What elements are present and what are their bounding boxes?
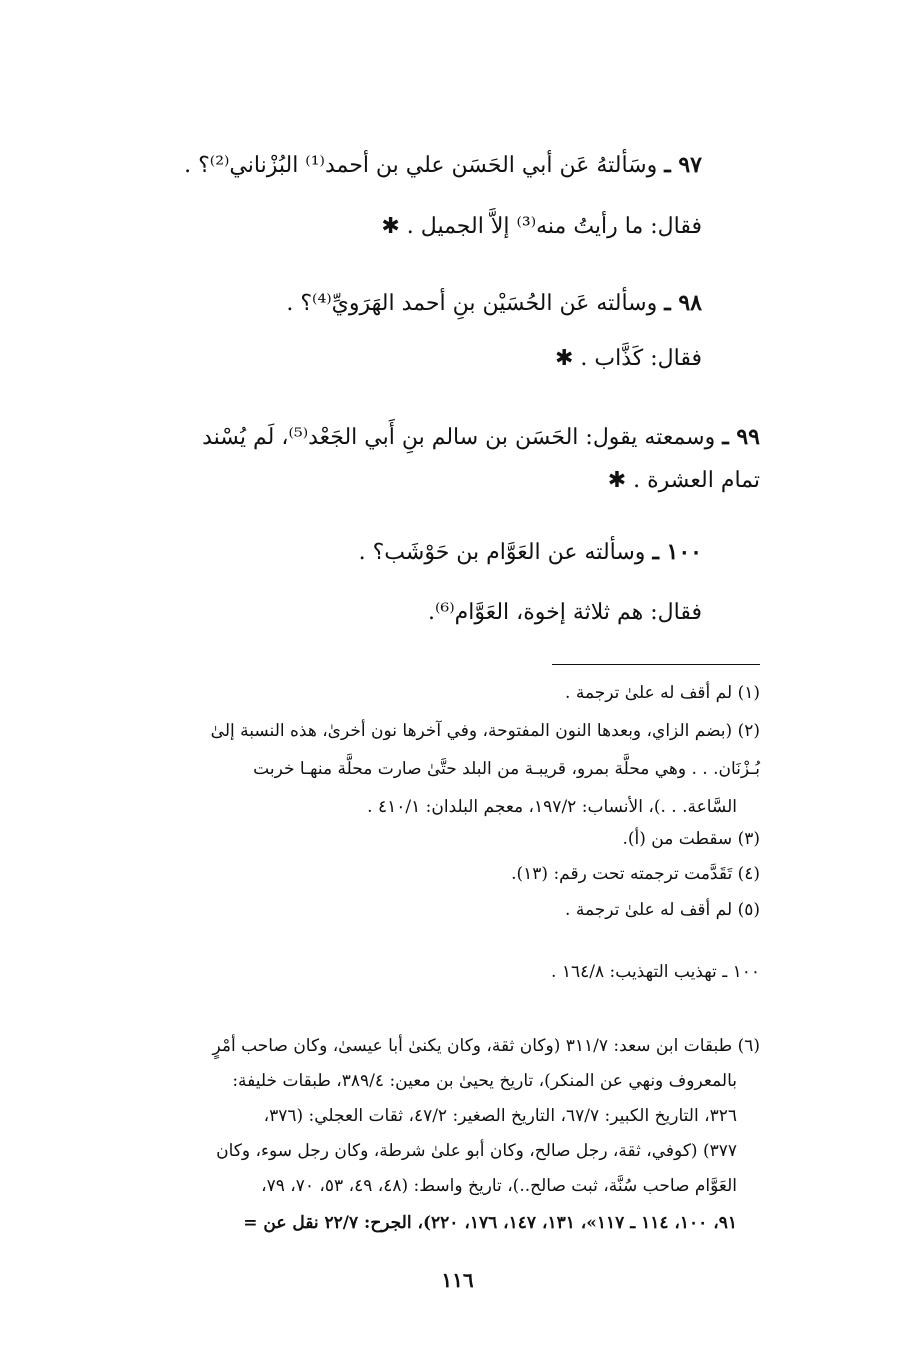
footnote-6-line-1: (٦) طبقات ابن سعد: ٣١١/٧ (وكان ثقة، وكان يكنىٰ أبا عيسىٰ، وكان صاحب أمْرٍ [212, 1036, 760, 1056]
entry-text: تمام العشرة . ✱ [607, 468, 760, 493]
entry-text: فقال: ما رأيتُ منه⁽³⁾ إلاَّ الجميل . ✱ [381, 214, 702, 239]
page-number: ١١٦ [441, 1268, 474, 1292]
entry-100-answer [428, 598, 702, 628]
entry-98-answer [555, 344, 702, 374]
entry-number: ٩٧ ـ [664, 152, 702, 178]
footnote-6-line-3: ٣٢٦، التاريخ الكبير: ٦٧/٧، التاريخ الصغير: ٤٧/٢، ثقات العجلي: (٣٧٦، [263, 1106, 737, 1126]
footnote-2-line-1: (٢) (بضم الزاي، وبعدها النون المفتوحة، وفي آخرها نون أخرىٰ، هذه النسبة إلىٰ [210, 721, 760, 741]
footnote-6-line-6: ٩١، ١٠٠، ١١٤ ـ ١١٧»، ١٣١، ١٤٧، ١٧٦، ٢٢٠)، الجرح: ٢٢/٧ نقل عن = [243, 1213, 737, 1233]
footnote-2-line-3: السَّاعة. . .)، الأنساب: ١٩٧/٢، معجم البلدان: ٤١٠/١ . [367, 797, 737, 817]
footnote-separator [552, 664, 760, 665]
footnote-1: (١) لم أقف له علىٰ ترجمة . [565, 683, 760, 703]
entry-text: وسألته عن العَوَّام بن حَوْشَب؟ . [358, 540, 646, 565]
footnote-6-line-2: بالمعروف ونهي عن المنكر)، تاريخ يحيىٰ بن معين: ٣٨٩/٤، طبقات خليفة: [232, 1071, 737, 1091]
entry-number: ١٠٠ ـ [652, 539, 702, 565]
reference-100: ١٠٠ ـ تهذيب التهذيب: ١٦٤/٨ . [551, 962, 760, 982]
entry-number: ٩٩ ـ [722, 424, 760, 450]
entry-text: فقال: كَذَّاب . ✱ [555, 346, 702, 371]
footnote-3: (٣) سقطت من (أ). [622, 829, 760, 849]
entry-text: فقال: هم ثلاثة إخوة، العَوَّام⁽⁶⁾. [428, 600, 702, 625]
entry-99-line-1 [202, 422, 760, 453]
entry-98-question [286, 288, 702, 319]
footnote-5: (٥) لم أقف له علىٰ ترجمة . [565, 900, 760, 920]
footnote-6-line-4: ٣٧٧) (كوفي، ثقة، رجل صالح، وكان أبو علىٰ شرطة، وكان رجل سوء، وكان [216, 1141, 737, 1161]
entry-text: وسَألتهُ عَن أبي الحَسَن علي بن أحمد⁽¹⁾ البُزْناني⁽²⁾؟ . [184, 153, 658, 178]
entry-text: وسمعته يقول: الحَسَن بن سالم بنِ أَبي الجَعْد⁽⁵⁾، لَم يُسْند [202, 425, 716, 450]
entry-97-question [184, 150, 702, 181]
entry-97-answer [381, 212, 702, 242]
entry-100-question [359, 537, 702, 568]
entry-99-line-2 [608, 466, 760, 496]
entry-text: وسألته عَن الحُسَيْن بنِ أحمد الهَرَويِّ⁽⁴⁾؟ . [286, 291, 658, 316]
entry-number: ٩٨ ـ [664, 290, 702, 316]
footnote-4: (٤) تَقَدَّمت ترجمته تحت رقم: (١٣). [511, 864, 760, 884]
footnote-2-line-2: بُـزْنَان. . . وهي محلَّة بمرو، قريبـة من البلد حتَّىٰ صارت محلَّة منهـا خربت [253, 759, 760, 779]
footnote-6-line-5: العَوَّام صاحب سُنَّة، ثبت صالح..)، تاريخ واسط: (٤٨، ٤٩، ٥٣، ٧٠، ٧٩، [261, 1176, 737, 1196]
